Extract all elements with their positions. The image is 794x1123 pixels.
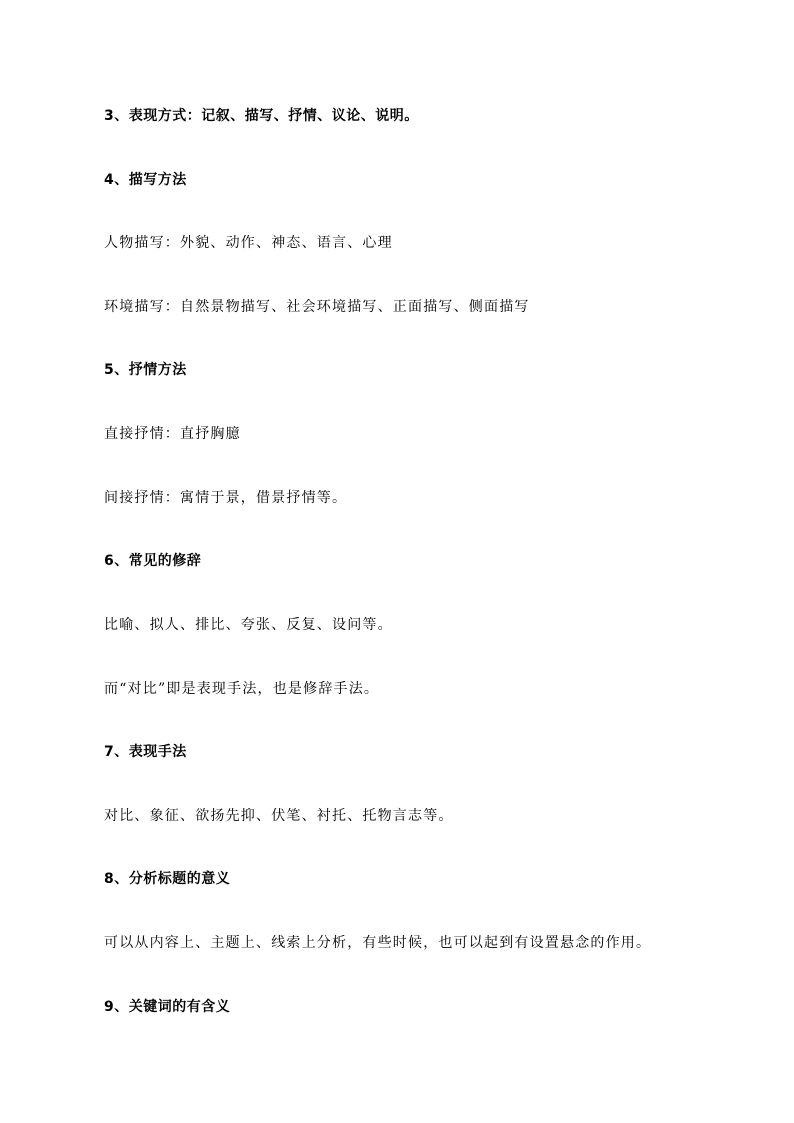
- heading-8-title-meaning: 8、分析标题的意义: [104, 871, 231, 887]
- heading-4-description-methods: 4、描写方法: [104, 172, 187, 188]
- heading-6-rhetoric: 6、常见的修辞: [104, 553, 202, 569]
- techniques-list-line: 对比、象征、欲扬先抑、伏笔、衬托、托物言志等。: [104, 808, 454, 824]
- indirect-lyricism-line: 间接抒情：寓情于景，借景抒情等。: [104, 490, 348, 506]
- character-description-line: 人物描写：外貌、动作、神态、语言、心理: [104, 235, 393, 251]
- rhetoric-list-line: 比喻、拟人、排比、夸张、反复、设问等。: [104, 617, 393, 633]
- direct-lyricism-line: 直接抒情：直抒胸臆: [104, 426, 241, 442]
- contrast-note-line: 而“对比”即是表现手法，也是修辞手法。: [104, 681, 380, 697]
- item-3-expression-modes: 3、表现方式：记叙、描写、抒情、议论、说明。: [104, 108, 419, 124]
- title-meaning-line: 可以从内容上、主题上、线索上分析，有些时候，也可以起到有设置悬念的作用。: [104, 935, 652, 951]
- heading-5-lyrical-methods: 5、抒情方法: [104, 362, 187, 378]
- heading-7-techniques: 7、表现手法: [104, 744, 187, 760]
- heading-9-keyword-meaning: 9、关键词的有含义: [104, 999, 231, 1015]
- environment-description-line: 环境描写：自然景物描写、社会环境描写、正面描写、侧面描写: [104, 299, 530, 315]
